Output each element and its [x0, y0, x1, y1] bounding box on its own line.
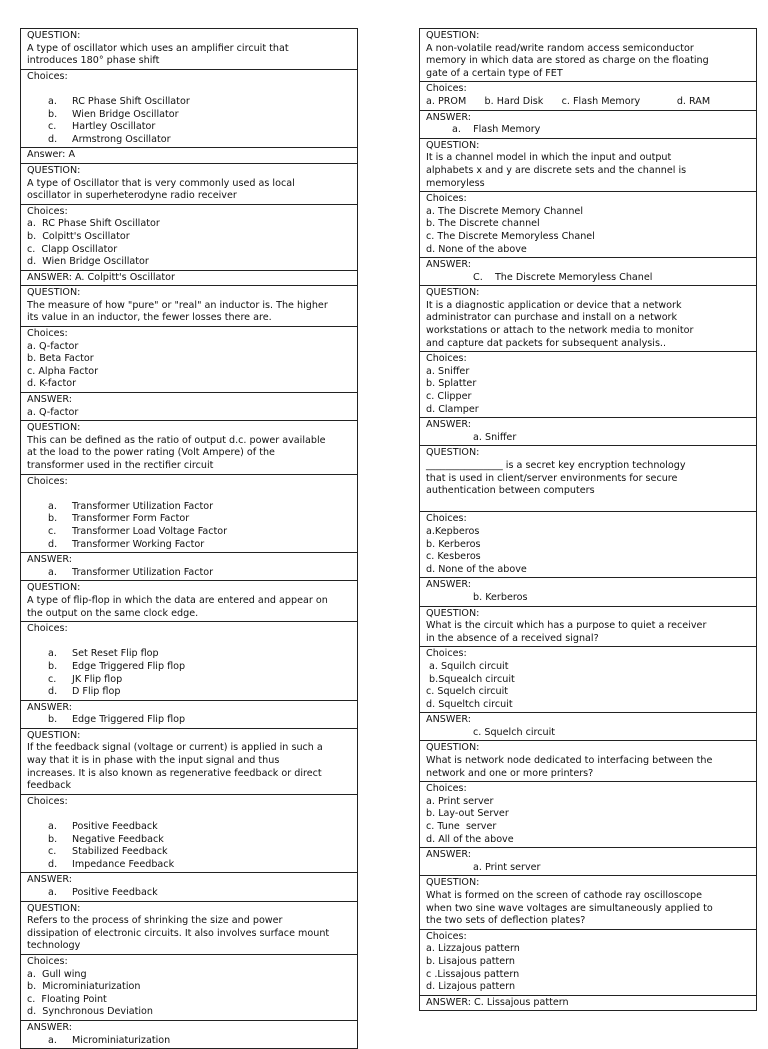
choice-letter: b.	[48, 660, 58, 672]
choices-cell	[21, 327, 357, 393]
question-label: QUESTION:	[426, 287, 480, 299]
answer-label: ANSWER:	[426, 419, 471, 431]
spacer-line	[27, 808, 353, 821]
answer-label: ANSWER:	[27, 874, 72, 886]
answer-text: Microminiaturization	[72, 1034, 171, 1046]
question-text: A type of Oscillator that is very commonly used as local	[27, 177, 295, 189]
choice-item: d. K-factor	[27, 378, 77, 390]
answer-cell	[420, 111, 756, 139]
choices-label: Choices:	[27, 205, 68, 217]
answer-cell	[420, 848, 756, 876]
choice-text: Transformer Load Voltage Factor	[72, 525, 228, 537]
choices-cell	[420, 647, 756, 713]
answer-cell	[420, 713, 756, 741]
choice-letter: c.	[48, 121, 57, 133]
choice-item: a. The Discrete Memory Channel	[426, 205, 583, 217]
question-text: The measure of how "pure" or "real" an inductor is. The higher	[27, 299, 328, 311]
choices-label: Choices:	[27, 795, 68, 807]
answer-text: Transformer Utilization Factor	[72, 566, 214, 578]
answer-value: a. Sniffer	[473, 431, 517, 443]
answer-value: b. Kerberos	[473, 591, 528, 603]
question-cell	[420, 139, 756, 192]
choice-letter: d.	[48, 538, 58, 550]
question-text: dissipation of electronic circuits. It also involves surface mount	[27, 927, 330, 939]
choice-item	[27, 96, 353, 109]
choice-letter: d.	[48, 686, 58, 698]
choices-cell	[420, 782, 756, 848]
choice-item: c. Clapp Oscillator	[27, 243, 118, 255]
choice-item: d. None of the above	[426, 563, 527, 575]
question-text: introduces 180° phase shift	[27, 55, 160, 67]
answer-value: c. Squelch circuit	[473, 726, 556, 738]
choice-item	[27, 648, 353, 661]
answer-cell	[420, 996, 756, 1012]
question-label: QUESTION:	[426, 30, 480, 41]
question-cell	[21, 581, 357, 622]
choices-label: Choices:	[27, 70, 68, 82]
answer-cell	[21, 148, 357, 164]
question-text: Refers to the process of shrinking the size and power	[27, 915, 283, 927]
answer-cell	[21, 553, 357, 581]
question-text: way that it is in phase with the input signal and thus	[27, 755, 280, 767]
spacer-line	[27, 636, 353, 649]
choices-cell	[420, 352, 756, 418]
answer-label: ANSWER:	[27, 1021, 72, 1033]
choice-item	[27, 859, 353, 872]
choice-item: d. Wien Bridge Oscillator	[27, 256, 149, 268]
question-label: QUESTION:	[27, 30, 81, 41]
answer-label: ANSWER:	[426, 849, 471, 861]
choice-item	[27, 686, 353, 699]
answer-value: a. Q-factor	[27, 406, 79, 418]
question-cell	[21, 286, 357, 327]
choice-item: b. The Discrete channel	[426, 218, 540, 230]
question-text: authentication between computers	[426, 485, 595, 497]
question-text: when two sine wave voltages are simultaneously applied to	[426, 902, 713, 914]
choice-text: Edge Triggered Flip flop	[72, 660, 186, 672]
choice-item: c. The Discrete Memoryless Chanel	[426, 230, 595, 242]
question-text: It is a diagnostic application or device that a network	[426, 299, 682, 311]
answer-letter: a.	[48, 1034, 57, 1046]
left-column	[20, 28, 358, 1049]
answer-cell	[420, 418, 756, 446]
choice-item	[27, 846, 353, 859]
choice-item	[27, 821, 353, 834]
question-label: QUESTION:	[27, 582, 81, 594]
choice-item: b. Lay-out Server	[426, 808, 509, 820]
choice-item: c. Tune server	[426, 821, 497, 833]
choices-label: Choices:	[27, 623, 68, 635]
choices-cell	[21, 795, 357, 874]
choice-item: d. Synchronous Deviation	[27, 1006, 154, 1018]
choices-cell	[21, 205, 357, 271]
question-cell	[420, 29, 756, 82]
choice-item: a. RC Phase Shift Oscillator	[27, 218, 160, 230]
answer-label: ANSWER:	[426, 714, 471, 726]
answer-value: a. Flash Memory	[452, 124, 541, 136]
answer-label: ANSWER:	[27, 394, 72, 406]
answer-value: a. Print server	[473, 861, 541, 873]
question-text: network and one or more printers?	[426, 767, 594, 779]
choice-item	[27, 539, 353, 552]
question-text: It is a channel model in which the input and output	[426, 152, 672, 164]
answer-value	[27, 714, 353, 727]
question-cell	[420, 286, 756, 352]
question-text: oscillator in superheterodyne radio receiver	[27, 190, 237, 202]
question-text: in the absence of a received signal?	[426, 632, 599, 644]
answer-cell	[21, 1021, 357, 1049]
answer-label: ANSWER:	[27, 554, 72, 566]
answer-label: ANSWER:	[426, 111, 471, 123]
answer-letter: a.	[48, 887, 57, 898]
choices-cell	[420, 192, 756, 258]
answer-label: ANSWER:	[426, 259, 471, 271]
choices-label: Choices:	[426, 83, 467, 95]
question-label: QUESTION:	[27, 287, 81, 299]
question-text: that is used in client/server environments for secure	[426, 472, 678, 484]
choice-item: b. Microminiaturization	[27, 981, 141, 993]
question-cell	[420, 607, 756, 648]
choice-item: b. Colpitt's Oscillator	[27, 230, 130, 242]
question-label: QUESTION:	[27, 422, 81, 434]
question-cell	[420, 446, 756, 512]
choice-text: Stabilized Feedback	[72, 846, 168, 858]
question-text: memory in which data are stored as charge on the floating	[426, 55, 709, 67]
answer-text: Positive Feedback	[72, 887, 158, 898]
question-text: workstations or attach to the network media to monitor	[426, 325, 694, 337]
choice-letter: a.	[48, 95, 57, 107]
choices-label: Choices:	[426, 193, 467, 205]
choice-item: a. Lizzajous pattern	[426, 943, 520, 955]
question-text: A non-volatile read/write random access semiconductor	[426, 42, 694, 54]
choices-label: Choices:	[27, 955, 68, 967]
choice-item	[27, 834, 353, 847]
choices-label: Choices:	[426, 930, 467, 942]
choice-item: a. Q-factor	[27, 340, 79, 352]
choice-item	[27, 513, 353, 526]
choice-text: JK Flip flop	[72, 673, 123, 685]
answer-label: ANSWER:	[426, 579, 471, 591]
choice-item: a. Squilch circuit	[426, 660, 509, 672]
choices-cell	[21, 622, 357, 701]
choice-item: c. Floating Point	[27, 993, 107, 1005]
question-text: at the load to the power rating (Volt Ampere) of the	[27, 447, 275, 459]
question-text	[426, 498, 752, 511]
question-cell	[420, 741, 756, 782]
choice-item	[27, 674, 353, 687]
question-text: A type of oscillator which uses an amplifier circuit that	[27, 42, 289, 54]
question-cell	[21, 902, 357, 955]
choice-text: Transformer Working Factor	[72, 538, 205, 550]
question-text: and capture dat packets for subsequent analysis..	[426, 337, 667, 349]
question-text: What is network node dedicated to interfacing between the	[426, 755, 713, 767]
choice-item: a. PROM b. Hard Disk c. Flash Memory d. RAM	[426, 95, 711, 107]
answer-text: ANSWER: C. Lissajous pattern	[426, 996, 569, 1008]
choice-item: d. None of the above	[426, 243, 527, 255]
right-column	[419, 28, 757, 1011]
choice-letter: b.	[48, 108, 58, 120]
answer-value	[27, 1035, 353, 1048]
question-text: memoryless	[426, 177, 485, 189]
question-text: technology	[27, 940, 81, 952]
answer-cell	[420, 258, 756, 286]
question-label: QUESTION:	[27, 729, 81, 741]
choice-item: c. Clipper	[426, 391, 472, 403]
question-label: QUESTION:	[426, 447, 480, 459]
choice-item: d. Lizajous pattern	[426, 981, 516, 993]
question-cell	[420, 876, 756, 929]
choice-item: a.Kepberos	[426, 525, 480, 537]
choices-cell	[420, 512, 756, 578]
question-text: A type of flip-flop in which the data are entered and appear on	[27, 594, 328, 606]
choices-label: Choices:	[27, 475, 68, 487]
choices-label: Choices:	[426, 648, 467, 660]
choices-cell	[420, 82, 756, 110]
choices-cell	[21, 70, 357, 149]
choice-item	[27, 661, 353, 674]
question-text: alphabets x and y are discrete sets and the channel is	[426, 164, 687, 176]
choice-letter: a.	[48, 500, 57, 512]
choices-label: Choices:	[27, 328, 68, 340]
question-text: What is the circuit which has a purpose to quiet a receiver	[426, 620, 707, 632]
answer-cell	[21, 271, 357, 287]
question-text: the output on the same clock edge.	[27, 607, 199, 619]
choice-text: Wien Bridge Oscillator	[72, 108, 179, 120]
choice-letter: a.	[48, 821, 57, 833]
choices-cell	[420, 930, 756, 996]
question-label: QUESTION:	[426, 877, 480, 889]
answer-cell	[21, 393, 357, 421]
answer-cell	[21, 873, 357, 901]
question-label: QUESTION:	[27, 164, 81, 176]
question-label: QUESTION:	[426, 607, 480, 619]
choices-cell	[21, 955, 357, 1021]
question-cell	[21, 729, 357, 795]
question-text: increases. It is also known as regenerative feedback or direct	[27, 767, 322, 779]
choices-label: Choices:	[426, 513, 467, 525]
question-label: QUESTION:	[426, 742, 480, 754]
question-text: the two sets of deflection plates?	[426, 915, 586, 927]
choice-item: d. All of the above	[426, 833, 514, 845]
answer-text: Answer: A	[27, 149, 76, 161]
choice-item: d. Clamper	[426, 403, 479, 415]
choices-label: Choices:	[426, 353, 467, 365]
choice-letter: d.	[48, 133, 58, 145]
question-text: This can be defined as the ratio of output d.c. power available	[27, 434, 326, 446]
question-cell	[21, 164, 357, 205]
answer-letter: b.	[48, 714, 58, 726]
choice-item: b. Kerberos	[426, 538, 481, 550]
choice-text: Transformer Utilization Factor	[72, 500, 214, 512]
choice-item: c .Lissajous pattern	[426, 968, 520, 980]
choice-text: Armstrong Oscillator	[72, 133, 171, 145]
choice-item: b. Splatter	[426, 378, 477, 390]
choice-item	[27, 109, 353, 122]
choice-item: b. Beta Factor	[27, 353, 94, 365]
answer-text: ANSWER: A. Colpitt's Oscillator	[27, 271, 175, 283]
choice-letter: b.	[48, 513, 58, 525]
choice-letter: d.	[48, 858, 58, 870]
choice-text: D Flip flop	[72, 686, 121, 698]
choices-label: Choices:	[426, 783, 467, 795]
choice-text: Negative Feedback	[72, 833, 164, 845]
question-cell	[21, 29, 357, 70]
choice-letter: c.	[48, 525, 57, 537]
choice-item: b. Lisajous pattern	[426, 955, 515, 967]
answer-value	[27, 567, 353, 580]
choice-text: Positive Feedback	[72, 821, 158, 833]
choice-item: a. Gull wing	[27, 968, 87, 980]
choice-text: Set Reset Flip flop	[72, 648, 159, 660]
question-text: If the feedback signal (voltage or current) is applied in such a	[27, 742, 323, 754]
choice-letter: a.	[48, 648, 57, 660]
answer-value	[27, 887, 353, 900]
answer-value: C. The Discrete Memoryless Chanel	[473, 271, 653, 283]
question-text: ________________ is a secret key encryption technology	[426, 460, 686, 471]
choice-item	[27, 134, 353, 147]
choice-item: d. Squeltch circuit	[426, 698, 513, 710]
answer-cell	[21, 701, 357, 729]
choice-item	[27, 121, 353, 134]
question-text: What is formed on the screen of cathode ray oscilloscope	[426, 890, 703, 901]
answer-label: ANSWER:	[27, 701, 72, 713]
question-cell	[21, 421, 357, 474]
choice-item: c. Kesberos	[426, 551, 481, 563]
choice-letter: c.	[48, 846, 57, 858]
choice-item	[27, 501, 353, 514]
answer-cell	[420, 578, 756, 606]
question-label: QUESTION:	[426, 139, 480, 151]
spacer-line	[27, 488, 353, 501]
choice-text: RC Phase Shift Oscillator	[72, 95, 190, 107]
choice-item: b.Squealch circuit	[426, 673, 515, 685]
choice-text: Transformer Form Factor	[72, 513, 190, 525]
question-text: gate of a certain type of FET	[426, 67, 563, 79]
answer-text: Edge Triggered Flip flop	[72, 714, 186, 726]
choice-letter: b.	[48, 833, 58, 845]
choices-cell	[21, 475, 357, 554]
question-text: feedback	[27, 780, 72, 792]
choice-text: Impedance Feedback	[72, 858, 175, 870]
choice-item: c. Squelch circuit	[426, 686, 509, 698]
choice-item: a. Print server	[426, 795, 494, 807]
question-text: its value in an inductor, the fewer losses there are.	[27, 312, 272, 324]
choice-item: a. Sniffer	[426, 365, 470, 377]
answer-letter: a.	[48, 566, 57, 578]
choice-text: Hartley Oscillator	[72, 121, 156, 133]
choice-item	[27, 526, 353, 539]
choice-letter: c.	[48, 673, 57, 685]
question-text: transformer used in the rectifier circuit	[27, 460, 214, 471]
spacer-line	[27, 83, 353, 96]
question-text: administrator can purchase and install on a network	[426, 312, 678, 324]
choice-item: c. Alpha Factor	[27, 365, 99, 377]
question-label: QUESTION:	[27, 902, 81, 914]
